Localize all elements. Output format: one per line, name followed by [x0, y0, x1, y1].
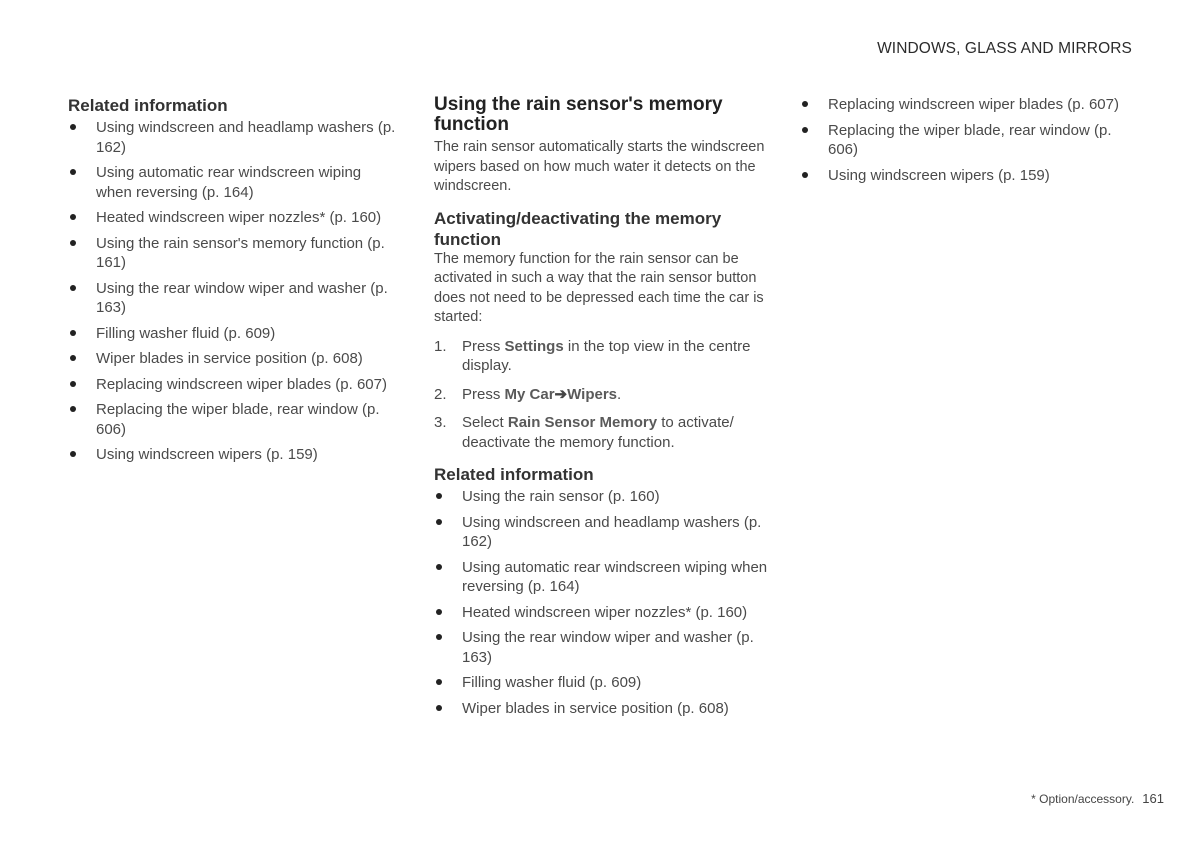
bullet-icon	[802, 101, 808, 107]
related-link[interactable]: Using automatic rear windscreen wiping when reversing (p. 164)	[68, 163, 398, 202]
related-information-heading: Related information	[434, 465, 594, 484]
page-number: 161	[1142, 791, 1164, 806]
related-link[interactable]: Using the rain sensor's memory function (p. 161)	[68, 234, 398, 273]
step-item: 2. Press My Car➔Wipers.	[434, 385, 622, 403]
bullet-icon	[436, 634, 442, 640]
bullet-icon	[436, 493, 442, 499]
step-item: 3. Select Rain Sensor Memory to activate/ deactivate the memory function.	[434, 414, 734, 451]
bullet-icon	[436, 705, 442, 711]
bullet-icon	[436, 679, 442, 685]
related-link[interactable]: Using the rain sensor (p. 160)	[434, 487, 774, 507]
step-item: 1. Press Settings in the top view in the centre display.	[434, 337, 751, 374]
left-column	[68, 95, 398, 471]
bullet-icon	[70, 330, 76, 336]
related-link[interactable]: Using automatic rear windscreen wiping when reversing (p. 164)	[434, 558, 774, 597]
rain-sensor-memory-label: Rain Sensor Memory	[507, 414, 658, 431]
related-link[interactable]: Heated windscreen wiper nozzles* (p. 160)	[434, 603, 774, 623]
page-footer	[1031, 791, 1164, 806]
arrow-right-icon: ➔	[554, 385, 568, 403]
related-link[interactable]: Heated windscreen wiper nozzles* (p. 160)	[68, 208, 398, 228]
article-title: Using the rain sensor's memory function	[434, 94, 723, 135]
related-link[interactable]: Using windscreen and headlamp washers (p. 162)	[434, 513, 774, 552]
my-car-menu-label: My Car	[504, 385, 555, 403]
related-link[interactable]: Using windscreen and headlamp washers (p. 162)	[68, 118, 398, 157]
related-link[interactable]: Using windscreen wipers (p. 159)	[68, 445, 398, 465]
related-link[interactable]: Filling washer fluid (p. 609)	[68, 324, 398, 344]
bullet-icon	[802, 172, 808, 178]
bullet-icon	[70, 240, 76, 246]
middle-column	[434, 95, 774, 724]
related-link[interactable]: Using the rear window wiper and washer (p. 163)	[434, 628, 774, 667]
bullet-icon	[436, 519, 442, 525]
related-links-list	[434, 487, 774, 718]
footnote: * Option/accessory.	[1031, 792, 1135, 806]
related-link[interactable]: Replacing the wiper blade, rear window (p. 606)	[68, 400, 398, 439]
bullet-icon	[70, 285, 76, 291]
wipers-menu-label: Wipers	[567, 385, 618, 403]
bullet-icon	[70, 406, 76, 412]
bullet-icon	[70, 169, 76, 175]
right-column	[800, 95, 1140, 191]
section-title: WINDOWS, GLASS AND MIRRORS	[877, 40, 1132, 57]
related-information-heading: Related information	[68, 96, 228, 115]
settings-menu-label: Settings	[504, 337, 564, 355]
related-link[interactable]: Wiper blades in service position (p. 608)	[68, 349, 398, 369]
subsection-heading: Activating/deactivating the memory function	[434, 208, 722, 249]
related-link[interactable]: Replacing windscreen wiper blades (p. 607)	[68, 375, 398, 395]
steps-list	[434, 337, 774, 453]
related-link[interactable]: Using the rear window wiper and washer (p. 163)	[68, 279, 398, 318]
related-link[interactable]: Replacing the wiper blade, rear window (p. 606)	[800, 121, 1140, 160]
bullet-icon	[70, 355, 76, 361]
intro-paragraph: The rain sensor automatically starts the windscreen wipers based on how much water it detects on the windscreen.	[434, 139, 765, 194]
related-links-list	[800, 95, 1140, 185]
bullet-icon	[802, 127, 808, 133]
related-link[interactable]: Filling washer fluid (p. 609)	[434, 673, 774, 693]
bullet-icon	[70, 451, 76, 457]
subsection-paragraph: The memory function for the rain sensor can be activated in such a way that the rain sensor button does not need to be depressed each time the car is started:	[434, 250, 764, 325]
related-links-list	[68, 118, 398, 465]
bullet-icon	[436, 564, 442, 570]
bullet-icon	[70, 381, 76, 387]
bullet-icon	[70, 124, 76, 130]
bullet-icon	[70, 214, 76, 220]
related-link[interactable]: Replacing windscreen wiper blades (p. 607)	[800, 95, 1140, 115]
related-link[interactable]: Using windscreen wipers (p. 159)	[800, 166, 1140, 186]
related-link[interactable]: Wiper blades in service position (p. 608)	[434, 699, 774, 719]
bullet-icon	[436, 609, 442, 615]
